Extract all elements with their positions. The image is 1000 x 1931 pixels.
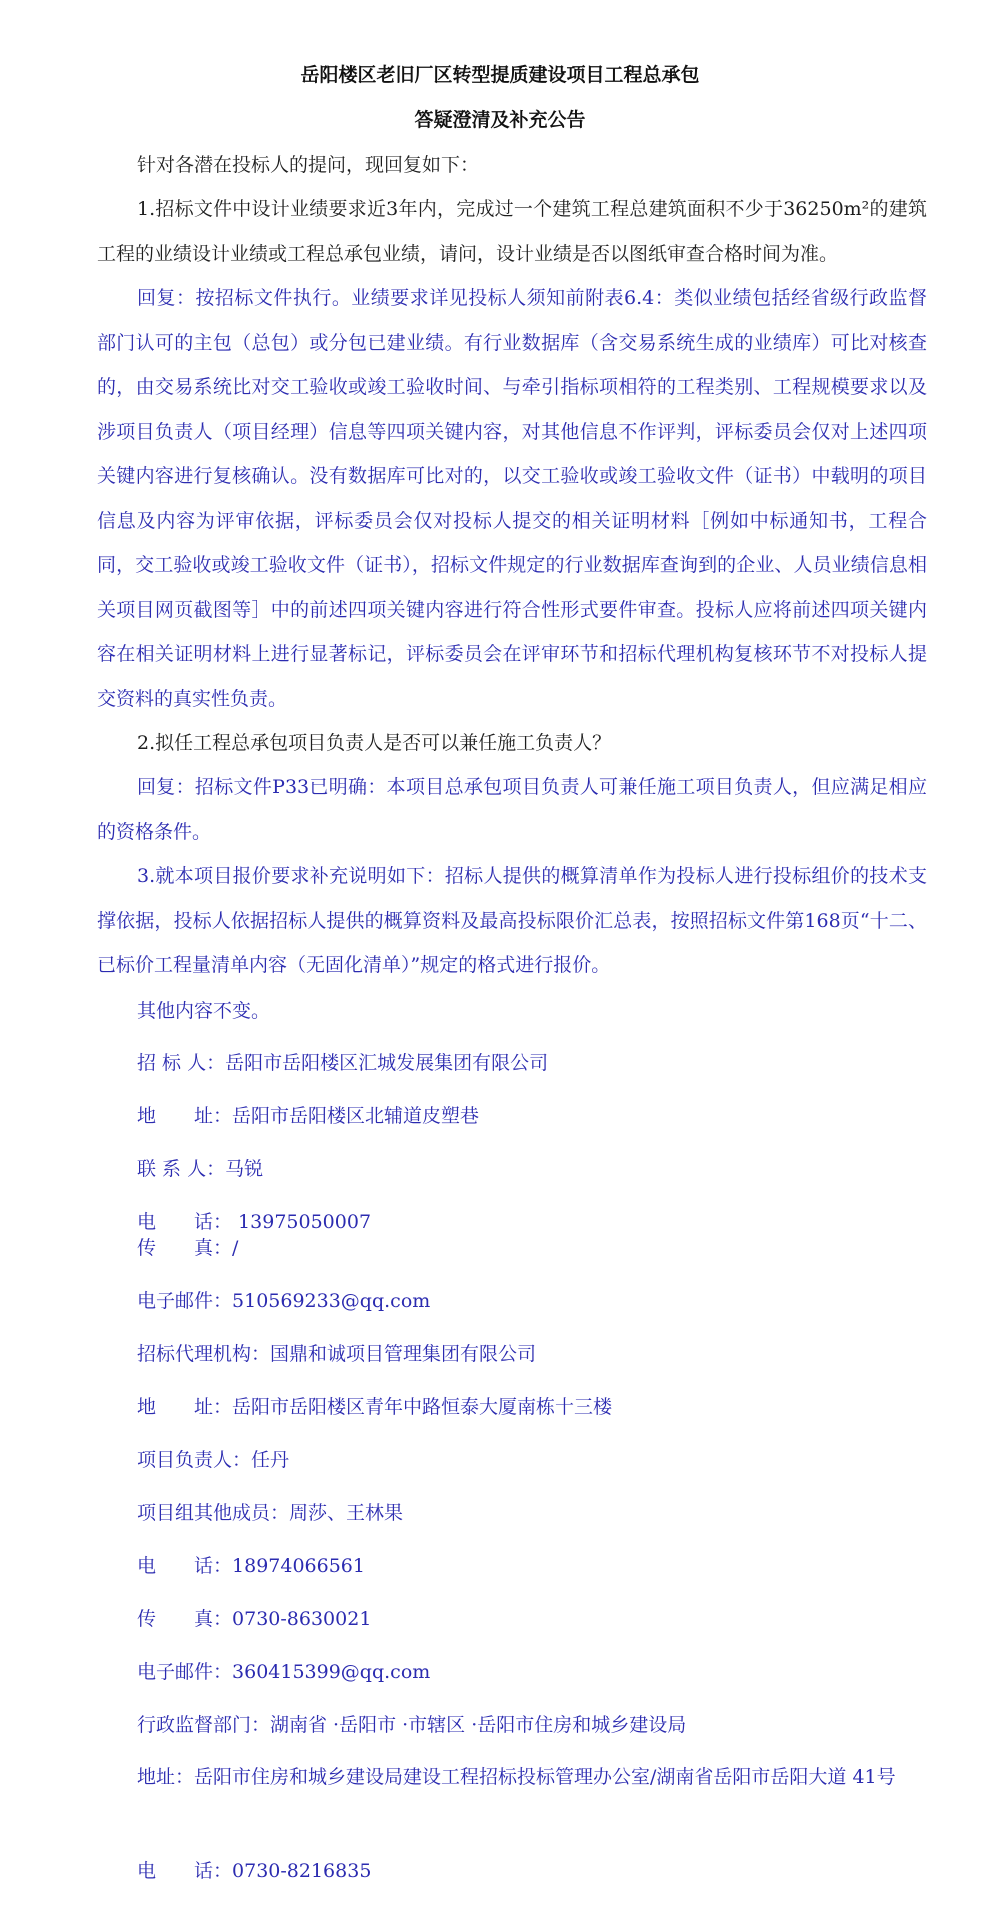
tenderer-label: 招 标 人： — [137, 1052, 226, 1074]
contact-person-line — [137, 1154, 263, 1181]
contact-person-value: 马锐 — [225, 1158, 264, 1180]
agency-email-label: 电子邮件： — [137, 1661, 233, 1683]
agency-line — [137, 1339, 536, 1366]
agency-address-value: 岳阳市岳阳楼区青年中路恒泰大厦南栋十三楼 — [232, 1396, 613, 1418]
tenderer-email-value: 510569233@qq.com — [232, 1290, 431, 1312]
supervisor-value: 湖南省 ·岳阳市 ·市辖区 ·岳阳市住房和城乡建设局 — [270, 1714, 687, 1736]
team-members-value: 周莎、王林果 — [289, 1502, 404, 1524]
tenderer-line — [137, 1048, 548, 1075]
answer-1: 回复：按招标文件执行。业绩要求详见投标人须知前附表6.4：类似业绩包括经省级行政监督部门认可的主包（总包）或分包已建业绩。有行业数据库（含交易系统生成的业绩库）可比对核查的，由交易系统比对交工验收或竣工验收时间、与牵引指标项相符的工程类别、工程规模要求以及涉项目负责人（项目经理）信息等四项关键内容，对其他信息不作评判，评标委员会仅对上述四项关键内容进行复核确认。没有数据库可比对的，以交工验收或竣工验收文件（证书）中载明的项目信息及内容为评审依据，评标委员会仅对投标人提交的相关证明材料［例如中标通知书，工程合同，交工验收或竣工验收文件（证书），招标文件规定的行业数据库查询到的企业、人员业绩信息相关项目网页截图等］中的前述四项关键内容进行符合性形式要件审查。投标人应将前述四项关键内容在相关证明材料上进行显著标记，评标委员会在评审环节和招标代理机构复核环节不对投标人提交资料的真实性负责。 — [97, 287, 927, 710]
tenderer-fax-label: 传 真： — [137, 1237, 233, 1259]
supervisor-phone-line — [137, 1856, 371, 1883]
agency-label: 招标代理机构： — [137, 1343, 271, 1365]
document-title: 岳阳楼区老旧厂区转型提质建设项目工程总承包 — [300, 64, 700, 86]
agency-fax-value: 0730-8630021 — [232, 1608, 372, 1630]
agency-address-label: 地 址： — [137, 1396, 233, 1418]
agency-value: 国鼎和诚项目管理集团有限公司 — [270, 1343, 537, 1365]
document-subtitle: 答疑澄清及补充公告 — [414, 109, 586, 131]
project-manager-line — [137, 1445, 289, 1472]
agency-phone-label: 电 话： — [137, 1555, 233, 1577]
tenderer-address-label: 地 址： — [137, 1105, 233, 1127]
supervisor-label: 行政监督部门： — [137, 1714, 271, 1736]
supervisor-phone-label: 电 话： — [137, 1860, 233, 1882]
agency-phone-line — [137, 1551, 365, 1578]
tenderer-address-line — [137, 1101, 479, 1128]
agency-fax-label: 传 真： — [137, 1608, 233, 1630]
tenderer-address-value: 岳阳市岳阳楼区北辅道皮塑巷 — [232, 1105, 480, 1127]
intro-paragraph: 针对各潜在投标人的提问，现回复如下： — [137, 154, 480, 176]
tenderer-fax-value: / — [232, 1237, 239, 1259]
agency-address-line — [137, 1392, 612, 1419]
agency-phone-value: 18974066561 — [232, 1555, 365, 1577]
team-members-label: 项目组其他成员： — [137, 1502, 290, 1524]
project-manager-label: 项目负责人： — [137, 1449, 252, 1471]
tenderer-phone-line — [137, 1207, 371, 1234]
tenderer-phone-label: 电 话： — [137, 1211, 233, 1233]
supervisor-address-line — [97, 1753, 927, 1801]
team-members-line — [137, 1498, 403, 1525]
supervisor-phone-value: 0730-8216835 — [232, 1860, 372, 1882]
supplement-3: 3.就本项目报价要求补充说明如下：招标人提供的概算清单作为投标人进行投标组价的技术支撑依据，投标人依据招标人提供的概算资料及最高投标限价汇总表，按照招标文件第168页“十二、已标价工程量清单内容（无固化清单）”规定的格式进行报价。 — [97, 865, 927, 976]
question-2: 2.拟任工程总承包项目负责人是否可以兼任施工负责人？ — [137, 732, 612, 754]
agency-email-line — [137, 1657, 430, 1684]
tenderer-phone-value: 13975050007 — [232, 1211, 372, 1233]
agency-email-value: 360415399@qq.com — [232, 1661, 431, 1683]
supervisor-address-label: 地址： — [137, 1766, 195, 1788]
project-manager-value: 任丹 — [251, 1449, 290, 1471]
answer-2: 回复：招标文件P33已明确：本项目总承包项目负责人可兼任施工项目负责人，但应满足相应的资格条件。 — [97, 776, 927, 843]
tenderer-fax-line — [137, 1233, 238, 1260]
question-1: 1.招标文件中设计业绩要求近3年内，完成过一个建筑工程总建筑面积不少于36250m²的建筑工程的业绩设计业绩或工程总承包业绩，请问，设计业绩是否以图纸审查合格时间为准。 — [97, 198, 927, 265]
supervisor-address-value: 岳阳市住房和城乡建设局建设工程招标投标管理办公室/湖南省岳阳市岳阳大道 41号 — [194, 1766, 896, 1788]
tenderer-value: 岳阳市岳阳楼区汇城发展集团有限公司 — [225, 1052, 549, 1074]
tenderer-email-label: 电子邮件： — [137, 1290, 233, 1312]
agency-fax-line — [137, 1604, 371, 1631]
other-unchanged: 其他内容不变。 — [137, 1000, 271, 1022]
contact-person-label: 联 系 人： — [137, 1158, 226, 1180]
tenderer-email-line — [137, 1286, 430, 1313]
supervisor-line — [137, 1710, 686, 1737]
